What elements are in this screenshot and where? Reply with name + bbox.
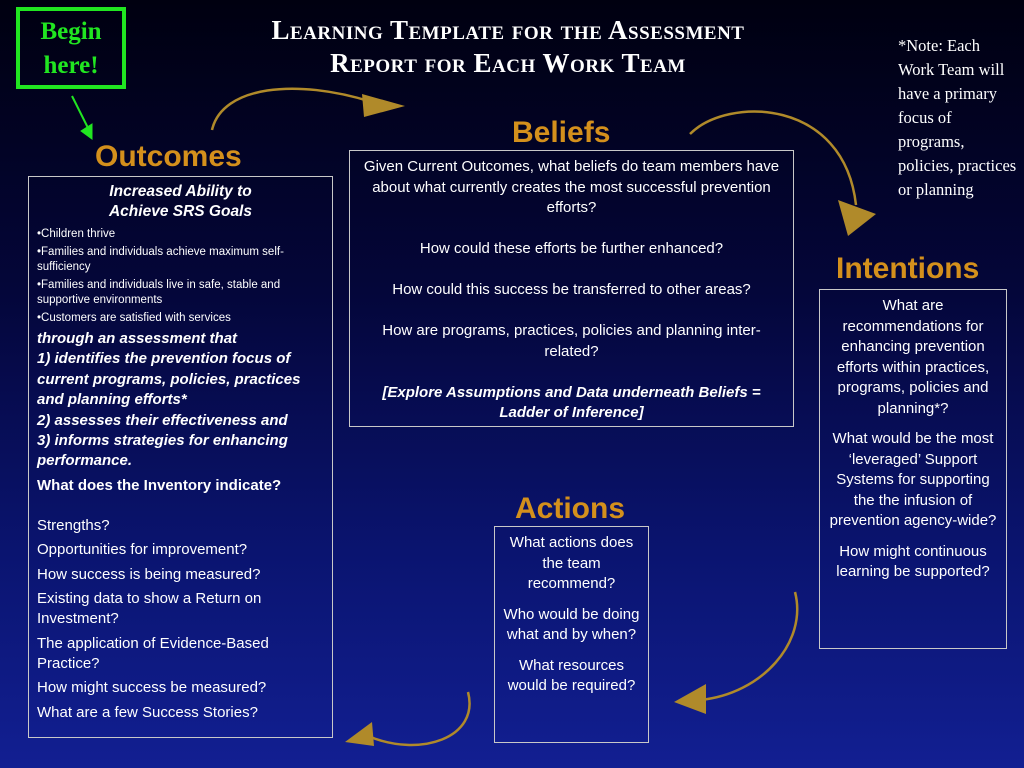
inventory-item: How success is being measured? [37,565,261,583]
beliefs-box [349,150,794,427]
title-line2: Report for Each Work Team [330,48,686,78]
inventory-item: What are a few Success Stories? [37,703,258,721]
assessment-line: 1) identifies the prevention focus of current programs, policies, practices and planning efforts* [37,350,301,409]
inventory-item: How might success be measured? [37,679,267,697]
outcomes-title [37,182,324,222]
outcome-bullet: •Families and individuals achieve maximum self-sufficiency [37,246,284,273]
inventory-item: Existing data to show a Return on Investment? [37,590,262,628]
beliefs-paragraph: Given Current Outcomes, what beliefs do team members have about what currently creates the most successful prevention efforts? [363,158,780,216]
arrow-intentions-to-actions [674,592,797,714]
inventory-item: Opportunities for improvement? [37,541,248,559]
actions-paragraph: Who would be doing what and by when? [503,605,640,643]
beliefs-ladder-note: [Explore Assumptions and Data underneath Beliefs = Ladder of Inference] [382,383,761,421]
beliefs-paragraph: How are programs, practices, policies and planning inter-related? [382,322,761,360]
inventory-item: Strengths? [37,516,110,534]
page-title [160,14,856,80]
outcomes-title-line1: Increased Ability to [109,183,252,200]
note-text: *Note: Each Work Team will have a primary focus of programs, policies, practices or planning [898,36,1017,199]
actions-box [494,526,649,743]
actions-heading: Actions [515,492,626,525]
outcomes-title-line2: Achieve SRS Goals [108,203,252,220]
title-line1: Learning Template for the Assessment [271,15,745,45]
outcome-bullet: •Children thrive [37,228,116,240]
begin-line2: here! [43,52,99,79]
inventory-item: The application of Evidence-Based Practice? [37,634,269,672]
intentions-box [819,289,1007,649]
assessment-line: through an assessment that [37,330,238,347]
intentions-heading: Intentions [836,252,980,285]
inventory-list [37,516,324,723]
outcomes-box [28,176,333,738]
actions-paragraph: What resources would be required? [507,656,636,694]
assessment-line: 3) informs strategies for enhancing performance. [37,432,288,470]
outcomes-heading: Outcomes [95,140,242,173]
inventory-question: What does the Inventory indicate? [37,476,282,494]
begin-here-box [16,7,126,89]
actions-paragraph: What actions does the team recommend? [509,534,634,592]
intentions-paragraph: How might continuous learning be supported? [836,542,990,580]
arrow-actions-to-outcomes [345,692,470,746]
beliefs-paragraph: How could this success be transferred to other areas? [392,281,751,298]
assessment-line: 2) assesses their effectiveness and [37,411,288,429]
outcome-bullet: •Families and individuals live in safe, stable and supportive environments [37,279,281,306]
beliefs-paragraph: How could these efforts be further enhanced? [419,240,724,257]
begin-line1: Begin [40,18,102,45]
arrow-outcomes-to-beliefs [212,89,405,130]
assessment-text [37,329,324,472]
beliefs-heading: Beliefs [512,116,611,149]
intentions-paragraph: What would be the most ‘leveraged’ Support Systems for supporting the the infusion of prevention agency-wide? [829,430,997,529]
outcome-bullet: •Customers are satisfied with services [37,312,231,324]
begin-arrow [72,96,92,139]
intentions-paragraph: What are recommendations for enhancing prevention efforts within practices, programs, policies and planning*? [836,297,990,417]
